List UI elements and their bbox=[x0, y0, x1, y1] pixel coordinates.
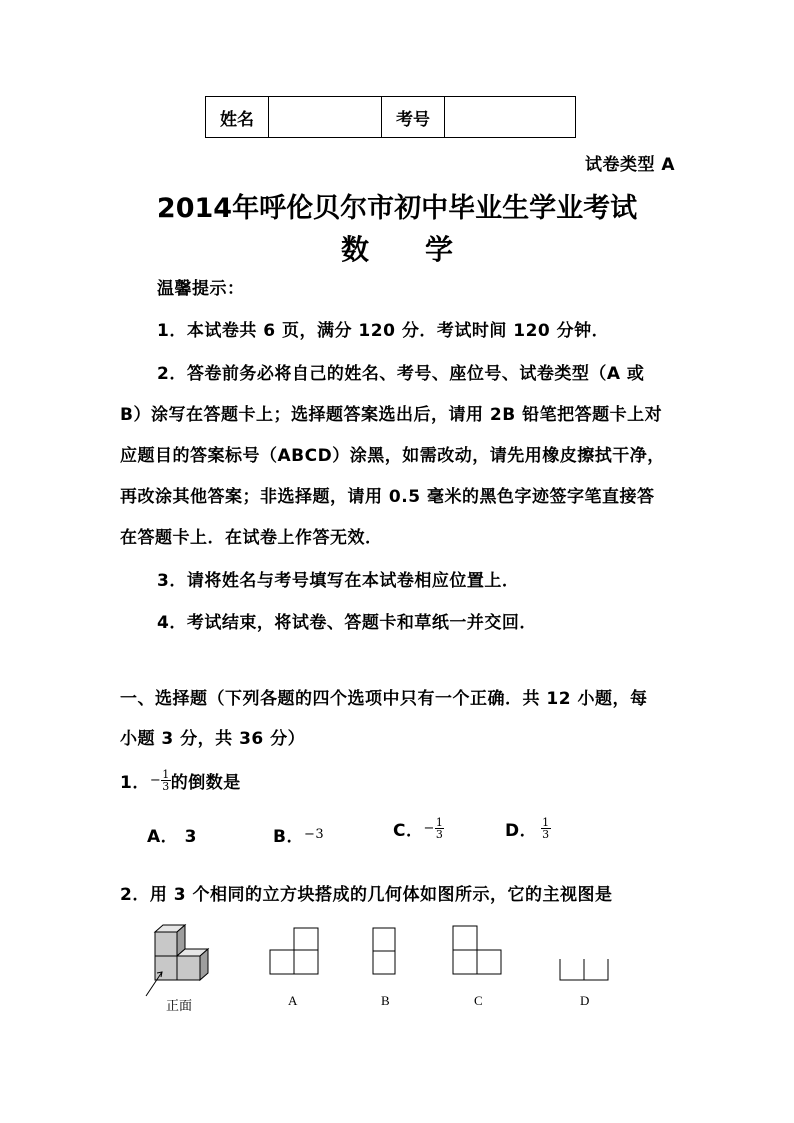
exam-number-label: 考号 bbox=[382, 97, 445, 138]
q2-option-d-figure bbox=[557, 956, 613, 984]
notice-item-2-line-1: 2．答卷前务必将自己的姓名、考号、座位号、试卷类型（A 或 bbox=[157, 364, 645, 384]
q1-option-b bbox=[273, 822, 324, 847]
right-cube-front-face bbox=[177, 956, 200, 980]
q1-option-c-fraction bbox=[435, 817, 445, 840]
section-1-heading-line-2: 小题 3 分，共 36 分） bbox=[120, 729, 306, 749]
q1-option-d-denominator: 3 bbox=[542, 828, 550, 841]
paper-type: 试卷类型 A bbox=[585, 155, 676, 175]
q1-option-c-numerator: 1 bbox=[435, 816, 444, 829]
notice-item-2-line-5: 在答题卡上．在试卷上作答无效． bbox=[120, 528, 383, 548]
q2-choice-d-label: D bbox=[580, 993, 590, 1008]
q1-option-d-label: D． bbox=[505, 821, 538, 841]
q1-option-b-label: B． bbox=[273, 827, 304, 847]
subject-title: 数 学 bbox=[340, 233, 453, 266]
q1-option-c-minus: − bbox=[423, 821, 435, 836]
header-info-table bbox=[205, 96, 576, 138]
notice-item-2-line-4: 再改涂其他答案；非选择题，请用 0.5 毫米的黑色字迹签字笔直接答 bbox=[120, 487, 655, 507]
q2-choice-c-label: C bbox=[474, 993, 483, 1008]
q2-option-c-figure bbox=[451, 924, 507, 978]
top-cube-front-face bbox=[155, 932, 177, 956]
notice-item-2-line-3: 应题目的答案标号（ABCD）涂黑，如需改动，请先用橡皮擦拭干净， bbox=[120, 446, 665, 466]
q1-option-a-label: A． bbox=[147, 827, 179, 847]
q2-option-b-figure bbox=[371, 926, 399, 978]
q1-option-d-numerator: 1 bbox=[542, 816, 550, 829]
name-value-cell[interactable] bbox=[269, 97, 382, 138]
notice-item-2-line-2: B）涂写在答题卡上；选择题答案选出后，请用 2B 铅笔把答题卡上对 bbox=[120, 405, 663, 425]
notice-item-1: 1．本试卷共 6 页，满分 120 分．考试时间 120 分钟． bbox=[157, 321, 610, 341]
q2-choice-b-label: B bbox=[381, 993, 390, 1008]
q1-option-a-value: 3 bbox=[184, 827, 197, 847]
notice-item-4: 4．考试结束，将试卷、答题卡和草纸一并交回． bbox=[157, 613, 537, 633]
question-1-fraction bbox=[161, 769, 171, 792]
q1-option-d-fraction bbox=[541, 817, 551, 840]
q1-option-c-label: C． bbox=[393, 821, 424, 841]
front-view-label: 正面 bbox=[166, 999, 193, 1014]
question-1-fraction-numerator: 1 bbox=[162, 768, 170, 781]
q1-option-c-denominator: 3 bbox=[435, 828, 444, 841]
bottom-left-cube-front-face bbox=[155, 956, 177, 980]
name-label: 姓名 bbox=[206, 97, 269, 138]
notice-item-3: 3．请将姓名与考号填写在本试卷相应位置上． bbox=[157, 571, 520, 591]
q1-option-b-value: −3 bbox=[303, 827, 325, 842]
q2-option-a-figure bbox=[268, 926, 324, 978]
question-1-minus: − bbox=[149, 773, 162, 788]
q1-option-d bbox=[505, 816, 551, 841]
question-1-fraction-denominator: 3 bbox=[162, 780, 170, 793]
q2-choice-a-label: A bbox=[288, 993, 298, 1008]
q1-option-a bbox=[147, 822, 197, 847]
q1-option-c bbox=[393, 816, 444, 841]
section-1-heading-line-1: 一、选择题（下列各题的四个选项中只有一个正确．共 12 小题，每 bbox=[120, 689, 648, 709]
exam-title: 2014年呼伦贝尔市初中毕业生学业考试 bbox=[156, 193, 638, 224]
question-1-number: 1． bbox=[120, 773, 150, 793]
exam-number-value-cell[interactable] bbox=[445, 97, 576, 138]
front-arrow-line bbox=[146, 972, 162, 996]
question-1-text: 的倒数是 bbox=[170, 773, 241, 793]
question-1-stem bbox=[120, 768, 241, 793]
question-2-stem: 2．用 3 个相同的立方块搭成的几何体如图所示，它的主视图是 bbox=[120, 885, 613, 905]
notice-heading: 温馨提示： bbox=[157, 279, 245, 299]
